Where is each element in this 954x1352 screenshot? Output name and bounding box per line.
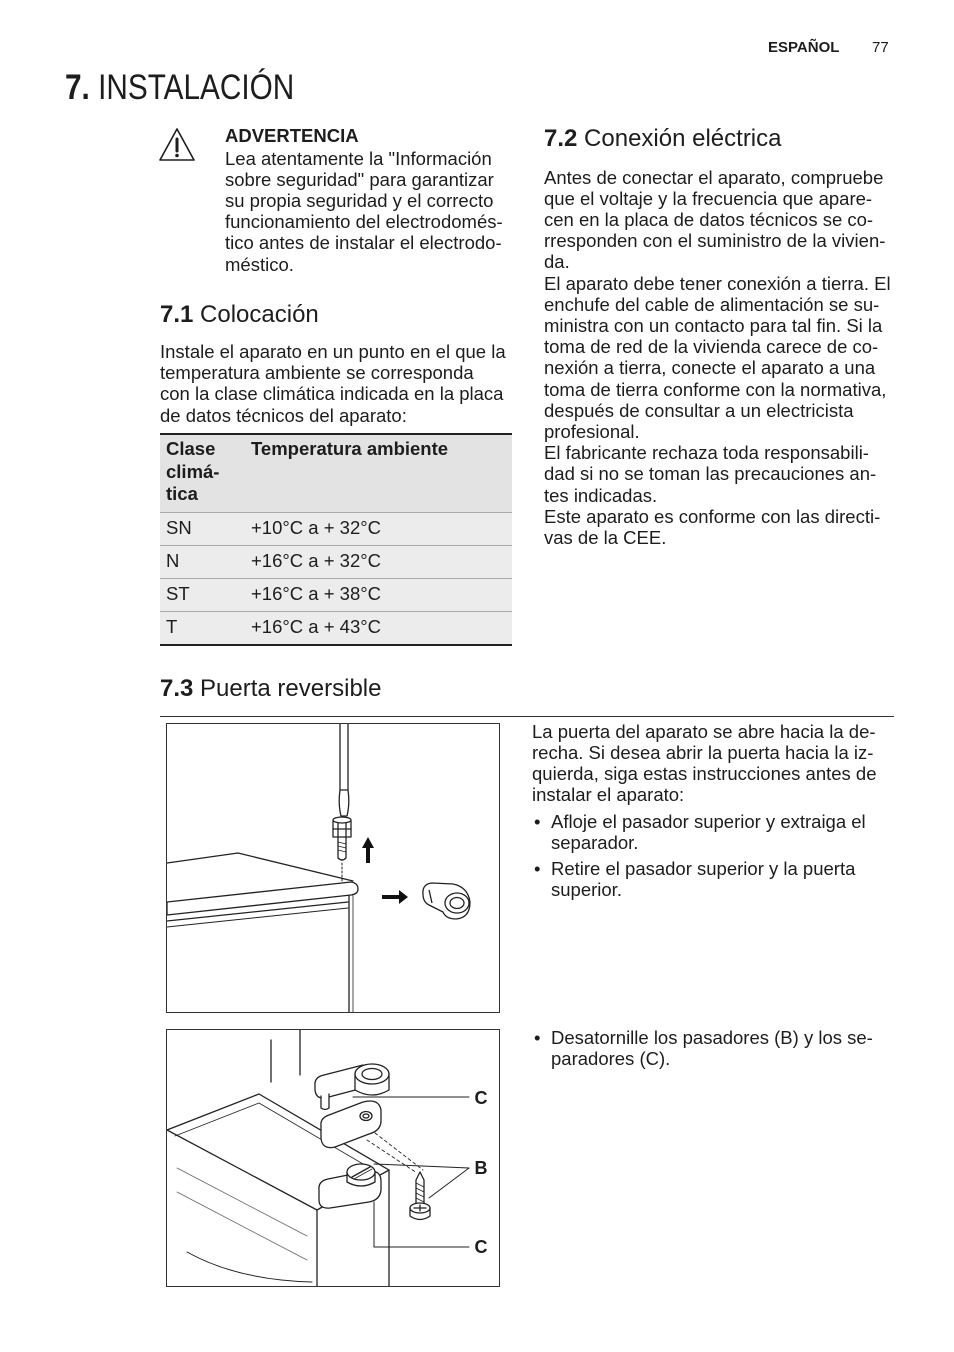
paragraph-line: El fabricante rechaza toda responsabili- [544,442,869,464]
section-7-3-heading [160,675,381,703]
section-7-2-heading [544,125,781,153]
paragraph-line: vas de la CEE. [544,526,667,548]
arrow-up-icon [362,837,374,863]
paragraph-line: profesional. [544,420,640,442]
separator-drawing [423,883,470,919]
paragraph-line: toma de red de la vivienda carece de co- [544,336,879,358]
bullet-text-line: paradores (C). [551,1047,671,1069]
paragraph-line: enchufe del cable de alimentación se su- [544,293,880,315]
upper-pin-drawing [333,817,351,886]
table-header-row [160,435,512,512]
column-header-line: climá- [166,460,220,482]
warning-triangle-icon [158,127,196,163]
bullet-item-remove-door [532,858,855,900]
bullet-marker: • [534,810,541,832]
table-row [160,512,512,545]
temperature-range-cell: +16°C a + 32°C [251,550,381,571]
callout-label-separator-top: C [474,1088,488,1108]
temperature-range-cell: +16°C a + 43°C [251,616,381,637]
paragraph-line: con la clase climática indicada en la placa [160,383,504,405]
warning-text-line: méstico. [225,253,294,275]
paragraph-line: cen en la placa de datos técnicos se co- [544,208,874,230]
paragraph-line: Antes de conectar el aparato, compruebe [544,166,884,188]
header-language: ESPAÑOL [768,39,840,56]
paragraph-line: Instale el aparato en un punto en el que la [160,341,506,362]
bullet-text-line: superior. [551,878,622,900]
bullet-marker: • [534,857,541,879]
paragraph-line: después de consultar a un electricista [544,399,854,421]
bullet-text-line: separador. [551,831,639,853]
paragraph-line: quierda, siga estas instrucciones antes de [532,762,877,784]
bullet-item-unscrew-pins [532,1027,873,1069]
cabinet-top-drawing [167,853,358,1012]
page-number: 77 [872,39,889,56]
paragraph-line: ministra con un contacto para tal fin. Si la [544,314,883,336]
climate-class-cell: N [166,550,180,571]
chapter-number: 7. [65,68,90,107]
section-title: Colocación [200,301,319,328]
paragraph-line: toma de tierra conforme con la normativa, [544,378,887,400]
section-title: Puerta reversible [200,675,382,702]
section-number: 7.2 [544,125,578,152]
bullet-marker: • [534,1026,541,1048]
warning-text [225,148,503,275]
paragraph-line: El aparato debe tener conexión a tierra. El [544,272,891,294]
column-header-temperature: Temperatura ambiente [251,438,449,459]
paragraph-line: de datos técnicos del aparato: [160,404,407,426]
section-7-1-heading [160,301,319,329]
screwdriver-drawing [339,724,349,816]
bullet-text [551,811,866,853]
column-header-line: Clase [166,438,216,459]
chapter-title [65,67,294,109]
climate-class-cell: ST [166,583,190,604]
temperature-range-cell: +10°C a + 32°C [251,517,381,538]
paragraph-line: La puerta del aparato se abre hacia la de- [532,720,876,742]
figure-upper-pin-removal [166,723,500,1013]
bullet-text [551,858,855,900]
warning-text-line: su propia seguridad y el correcto [225,189,494,211]
bullet-text-line: Retire el pasador superior y la puerta [551,857,856,879]
temperature-range-cell: +16°C a + 38°C [251,583,381,604]
section-7-1-paragraph [160,341,506,426]
paragraph-line: dad si no se toman las precauciones an- [544,463,877,485]
arrow-right-icon [382,890,408,904]
warning-text-line: funcionamiento del electrodomés- [225,211,503,233]
bullet-text-line: Desatornille los pasadores (B) y los se- [551,1026,873,1048]
table-row [160,578,512,611]
screw-drawing [410,1172,430,1220]
bullet-item-loosen-pin [532,811,866,853]
pin-drawing [347,1164,375,1186]
paragraph-line: que el voltaje y la frecuencia que apare- [544,187,873,209]
warning-text-line: sobre seguridad" para garantizar [225,168,494,190]
climate-class-cell: SN [166,517,192,538]
table-row [160,611,512,644]
paragraph-line: nexión a tierra, conecte el aparato a una [544,357,876,379]
upper-separator-drawing [315,1064,389,1148]
climate-class-cell: T [166,616,178,637]
paragraph-line: instalar el aparato: [532,784,685,806]
bullet-text-line: Afloje el pasador superior y extraiga el [551,810,866,832]
section-number: 7.1 [160,301,194,328]
hinge-pins-and-separators-illustration [167,1030,499,1286]
upper-pin-and-separator-removal-illustration [167,724,499,1012]
paragraph-line: da. [544,251,570,273]
table-row [160,545,512,578]
paragraph-line: Este aparato es conforme con las directi- [544,505,881,527]
warning-heading: ADVERTENCIA [225,125,359,146]
callout-label-pins: B [474,1158,488,1178]
section-7-3-intro [532,721,877,806]
figure-hinge-pins-separators [166,1029,500,1287]
bullet-text [551,1027,873,1069]
warning-text-line: tico antes de instalar el electrodo- [225,232,502,254]
paragraph-line: recha. Si desea abrir la puerta hacia la iz- [532,741,874,763]
section-7-2-paragraph [544,167,891,549]
paragraph-line: rresponden con el suministro de la vivien- [544,230,886,252]
climate-class-table [160,433,512,646]
chapter-title-text: INSTALACIÓN [98,68,295,107]
section-divider [160,716,894,717]
section-title: Conexión eléctrica [584,125,782,152]
callout-label-separator-bottom: C [474,1237,488,1257]
column-header-line: tica [166,483,198,504]
warning-text-line: Lea atentamente la "Información [225,147,492,169]
paragraph-line: temperatura ambiente se corresponda [160,362,474,384]
section-number: 7.3 [160,675,194,702]
paragraph-line: tes indicadas. [544,484,658,506]
column-header-climate-class [166,438,219,506]
